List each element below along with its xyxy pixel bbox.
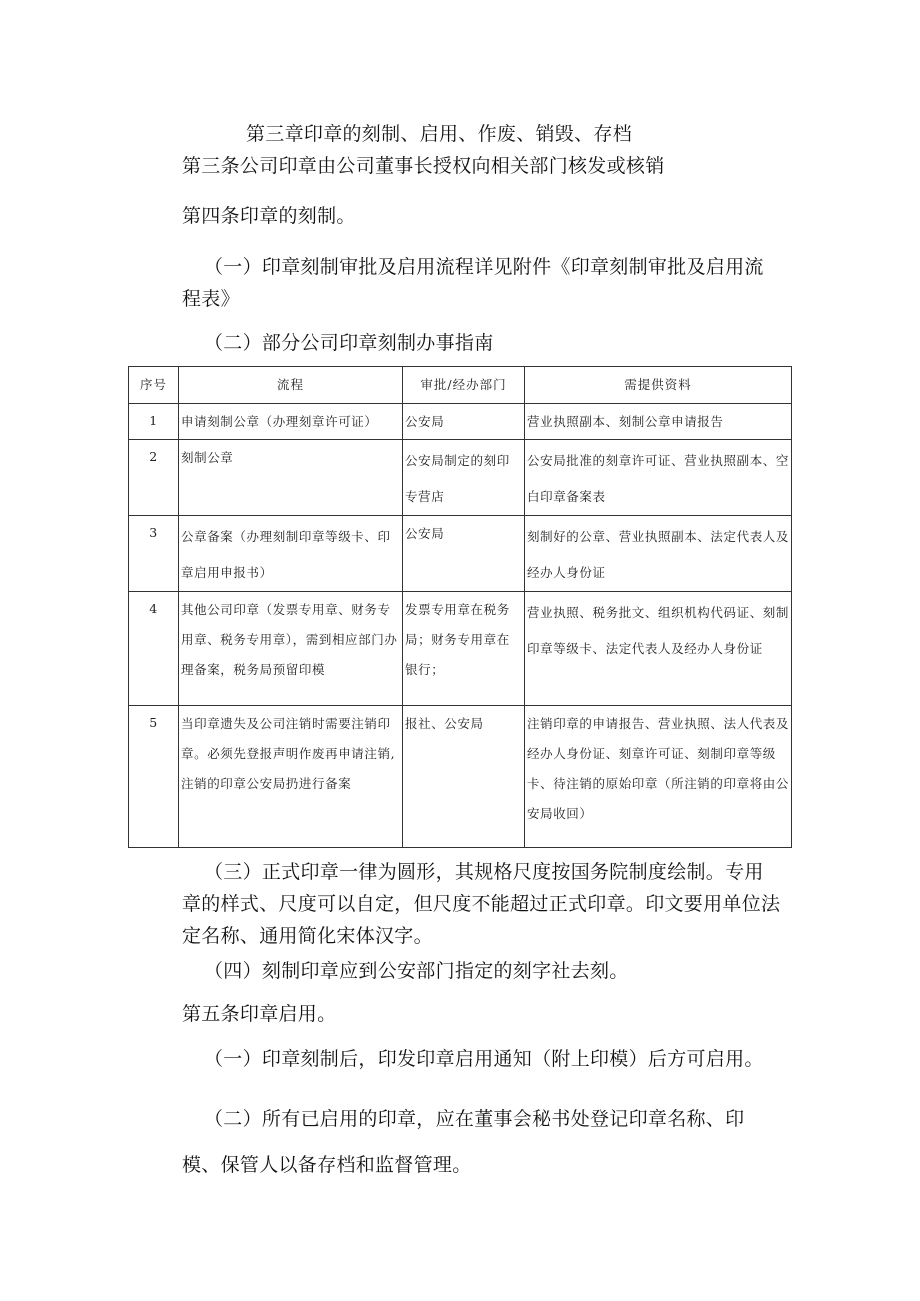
row-process: 刻制公章 (179, 440, 403, 516)
row-materials: 刻制好的公章、营业执照副本、法定代表人及经办人身份证 (525, 516, 792, 592)
item-5-1: （一）印章刻制后，印发印章启用通知（附上印模）后方可启用。 (204, 1048, 764, 1070)
row-no: 1 (129, 404, 179, 440)
item-5-2: （二）所有已启用的印章，应在董事会秘书处登记印章名称、印模、保管人以备存档和监督管理。 (182, 1108, 745, 1176)
row-dept: 公安局制定的刻印专营店 (403, 440, 525, 516)
row-dept: 报社、公安局 (403, 706, 525, 848)
row-process: 申请刻制公章（办理刻章许可证） (179, 404, 403, 440)
row-no: 2 (129, 440, 179, 516)
row-dept: 发票专用章在税务局；财务专用章在银行； (403, 592, 525, 706)
row-process: 其他公司印章（发票专用章、财务专用章、税务专用章），需到相应部门办理备案，税务局预留印模 (179, 592, 403, 706)
row-no: 3 (129, 516, 179, 592)
table-row (129, 516, 792, 592)
article-3: 第三条公司印章由公司董事长授权向相关部门核发或核销 (182, 155, 665, 177)
row-materials: 公安局批准的刻章许可证、营业执照副本、空白印章备案表 (525, 440, 792, 516)
item-4-4: （四）刻制印章应到公安部门指定的刻字社去刻。 (204, 960, 629, 982)
table-row (129, 440, 792, 516)
header-dept: 审批/经办部门 (403, 367, 525, 404)
row-materials: 营业执照、税务批文、组织机构代码证、刻制印章等级卡、法定代表人及经办人身份证 (525, 592, 792, 706)
item-4-1: （一）印章刻制审批及启用流程详见附件《印章刻制审批及启用流程表》 (182, 256, 764, 310)
table-row (129, 706, 792, 848)
row-dept: 公安局 (403, 404, 525, 440)
row-no: 5 (129, 706, 179, 848)
row-materials: 注销印章的申请报告、营业执照、法人代表及经办人身份证、刻章许可证、刻制印章等级卡、待注销的原始印章（所注销的印章将由公安局收回） (525, 706, 792, 848)
table-header-row (129, 367, 792, 404)
header-no: 序号 (129, 367, 179, 404)
table-row (129, 592, 792, 706)
row-dept: 公安局 (403, 516, 525, 592)
row-process: 公章备案（办理刻制印章等级卡、印章启用申报书） (179, 516, 403, 592)
table-row (129, 404, 792, 440)
header-materials: 需提供资料 (525, 367, 792, 404)
article-5: 第五条印章启用。 (182, 1003, 337, 1025)
row-materials: 营业执照副本、刻制公章申请报告 (525, 404, 792, 440)
item-4-3: （三）正式印章一律为圆形，其规格尺度按国务院制度绘制。专用章的样式、尺度可以自定，但尺度不能超过正式印章。印文要用单位法定名称、通用简化宋体汉字。 (182, 861, 781, 947)
item-4-2: （二）部分公司印章刻制办事指南 (204, 332, 494, 354)
header-process: 流程 (179, 367, 403, 404)
article-4: 第四条印章的刻制。 (182, 205, 356, 227)
row-process: 当印章遗失及公司注销时需要注销印章。必须先登报声明作废再申请注销,注销的印章公安局扔进行备案 (179, 706, 403, 848)
seal-guide-table (128, 366, 792, 848)
chapter-title: 第三章印章的刻制、启用、作废、销毁、存档 (246, 123, 633, 145)
row-no: 4 (129, 592, 179, 706)
